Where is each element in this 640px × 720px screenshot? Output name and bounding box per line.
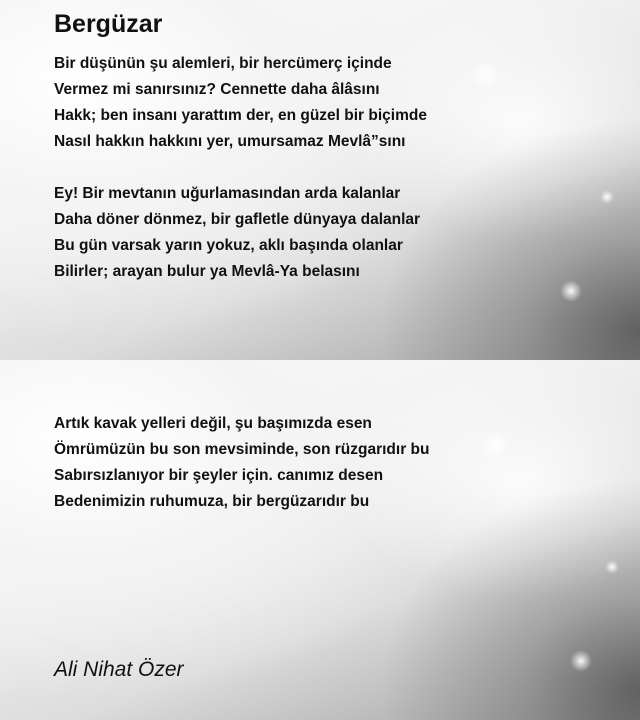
stanza-2 <box>54 181 420 285</box>
sparkle-decoration <box>605 560 619 574</box>
stanza-1 <box>54 51 427 155</box>
poem-line: Bir düşünün şu alemleri, bir hercümerç içinde <box>54 55 392 72</box>
poem-title: Bergüzar <box>54 10 163 38</box>
sparkle-decoration <box>600 190 614 204</box>
poem-line: Bu gün varsak yarın yokuz, aklı başında olanlar <box>54 237 403 254</box>
poem-card-bottom <box>0 360 640 720</box>
poem-line: Daha döner dönmez, bir gafletle dünyaya dalanlar <box>54 211 421 228</box>
poem-author: Ali Nihat Özer <box>54 658 184 681</box>
poem-line: Hakk; ben insanı yarattım der, en güzel bir biçimde <box>54 107 427 124</box>
poem-line: Ömrümüzün bu son mevsiminde, son rüzgarıdır bu <box>54 441 430 458</box>
poem-line: Vermez mi sanırsınız? Cennette daha âlâsını <box>54 81 380 98</box>
poem-line: Bedenimizin ruhumuza, bir bergüzarıdır bu <box>54 493 370 510</box>
poem-line: Ey! Bir mevtanın uğurlamasından arda kalanlar <box>54 185 401 202</box>
poem-line: Bilirler; arayan bulur ya Mevlâ-Ya belasını <box>54 263 360 280</box>
stanza-3 <box>54 411 429 515</box>
sparkle-decoration <box>470 60 500 90</box>
poem-line: Sabırsızlanıyor bir şeyler için. canımız desen <box>54 467 384 484</box>
sparkle-decoration <box>560 280 582 302</box>
sparkle-decoration <box>570 650 592 672</box>
poem-line: Nasıl hakkın hakkını yer, umursamaz Mevlâ”sını <box>54 133 406 150</box>
sparkle-decoration <box>480 430 510 460</box>
poem-line: Artık kavak yelleri değil, şu başımızda esen <box>54 415 372 432</box>
